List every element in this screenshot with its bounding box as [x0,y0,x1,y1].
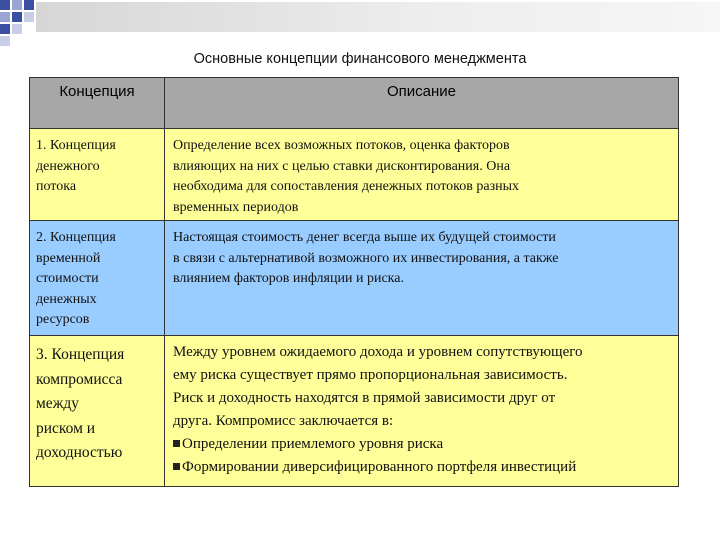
concept-cell: 1. Концепция денежного потока [36,138,116,194]
description-cell: Настоящая стоимость денег всегда выше их будущей стоимости в связи с альтернативой возможного их инвестирования, а также влиянием факторов инфляции и риска. [173,230,559,286]
concept-cell: 2. Концепция временной стоимости денежных ресурсов [36,230,116,327]
concepts-table [29,77,679,487]
table-row [30,129,678,221]
square-bullet-icon [173,463,180,470]
header-concept: Концепция [30,78,165,128]
bullet-text: Формировании диверсифицированного портфеля инвестиций [182,459,577,475]
table-header [30,78,678,129]
square-bullet-icon [173,440,180,447]
bullet-text: Определении приемлемого уровня риска [182,436,444,452]
page-title: Основные концепции финансового менеджмента [193,51,527,67]
description-cell: Определение всех возможных потоков, оценка факторов влияющих на них с целью ставки дисконтирования. Она необходима для сопоставления денежных потоков разных временных периодов [173,138,520,215]
bullet-item [173,456,670,479]
table-row [30,336,678,486]
table-row [30,221,678,336]
description-cell: Между уровнем ожидаемого дохода и уровнем сопутствующего ему риска существует прямо пропорциональная зависимость. Риск и доходность находятся в прямой зависимости друг от друга. Компромисс заключается в: [173,344,583,429]
header-description: Описание [386,83,457,100]
bullet-item [173,433,670,456]
concept-cell: 3. Концепция компромисса между риском и доходностью [36,346,125,461]
